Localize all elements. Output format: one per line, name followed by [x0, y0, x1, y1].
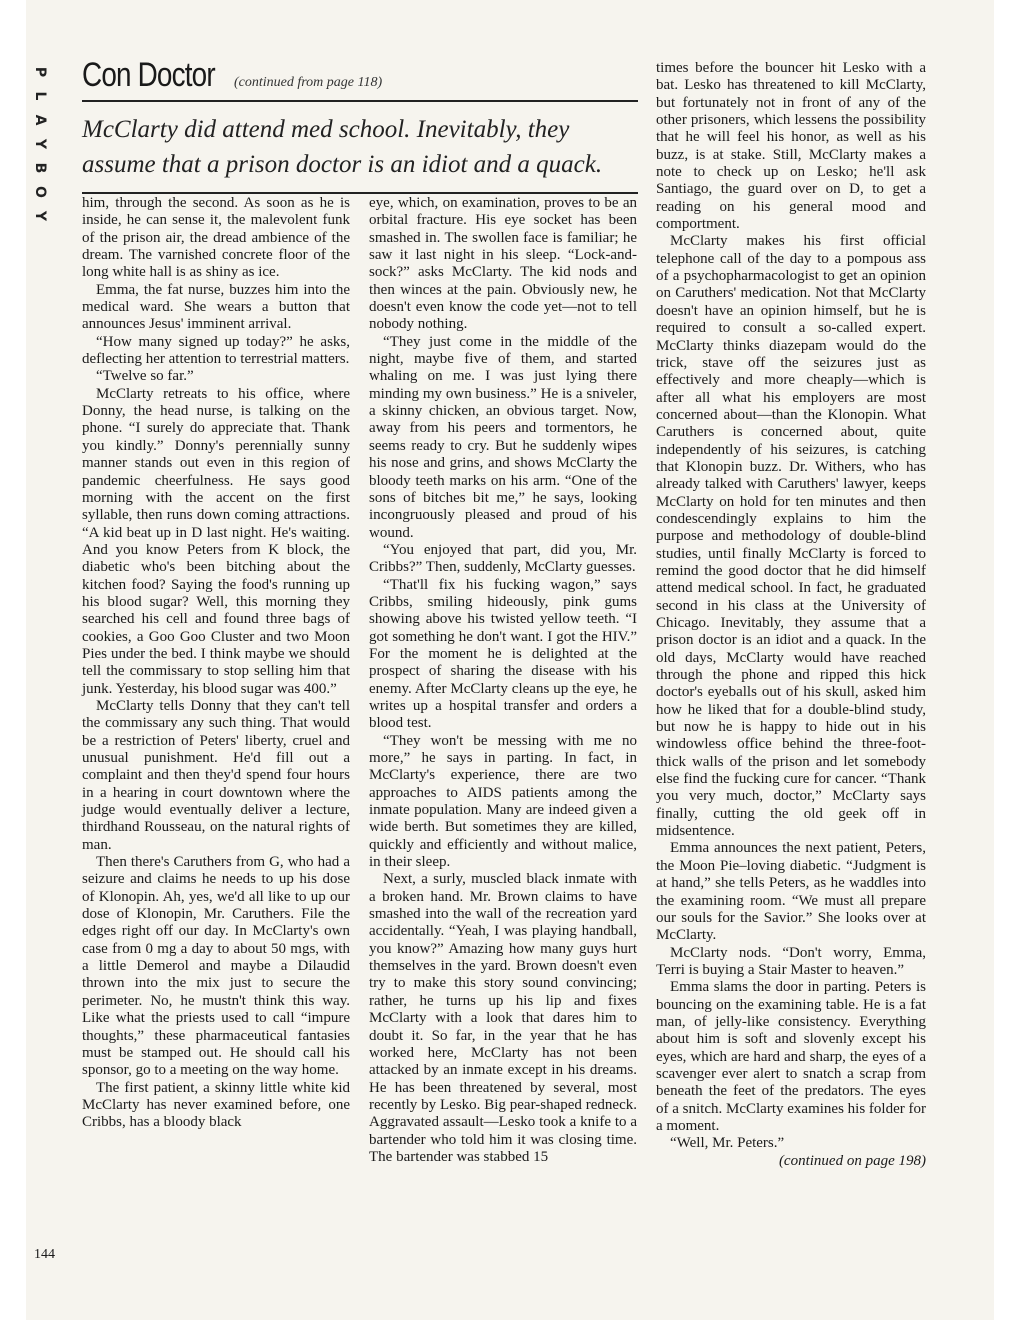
paragraph: eye, which, on examination, proves to be an orbital fracture. His eye socket has been smashed in. The swollen face is familiar; he saw it last night in his sleep. “Lock-and-sock?” asks McClarty. The kid nods and then winces at the pain. Obviously new, he doesn't even know the code yet—not to tell nobody nothing.: [369, 195, 637, 333]
paragraph: “They just come in the middle of the night, maybe five of them, and started whaling on me. I was just lying there minding my own business.” He is a sniveler, a skinny chicken, an obvious target. Now, away from his peers and tormentors, he seems ready to cry. But he suddenly wipes his nose and grins, and shows McClarty the bloody teeth marks on his arm. “One of the sons of bitches bit me,” he says, looking incongruously pleased and proud of his wound.: [369, 333, 637, 541]
paragraph: McClarty nods. “Don't worry, Emma, Terri is buying a Stair Master to heaven.”: [656, 944, 926, 978]
article-header: [82, 56, 638, 194]
spine-letter: A: [32, 114, 48, 126]
spine-letter: Y: [32, 210, 48, 222]
text-column-1: [82, 195, 350, 1132]
spine-logo: [30, 60, 50, 228]
paragraph: The first patient, a skinny little white kid McClarty has never examined before, one Cribbs, has a bloody black: [82, 1079, 350, 1131]
paragraph: him, through the second. As soon as he is inside, he can sense it, the malevolent funk of the prison air, the dread ambience of the dream. The varnished concrete floor of the long white hall is as shiny as ice.: [82, 195, 350, 281]
article-title: Con Doctor: [82, 56, 215, 94]
paragraph: times before the bouncer hit Lesko with a bat. Lesko has threatened to kill McClarty, but fortunately not in front of any of the other prisoners, which lessens the possibility that he will feel his honor, as well as his buzz, is at stake. Still, McClarty makes a note to check up on Lesko; he'll ask Santiago, the guard over on D, to get a reading on his general mood and comportment.: [656, 60, 926, 233]
spine-letter: O: [32, 186, 48, 198]
spine-letter: B: [32, 162, 48, 174]
text-column-3: [656, 60, 926, 1170]
continued-on-note: (continued on page 198): [778, 1152, 926, 1169]
paragraph: “That'll fix his fucking wagon,” says Cribbs, smiling hideously, pink gums showing above his twisted yellow teeth. “I got something he don't want. I got the HIV.” For the moment he is delighted at the prospect of sharing the disease with his enemy. After McClarty cleans up the eye, he writes up a hospital transfer and orders a blood test.: [369, 576, 637, 732]
paragraph: “You enjoyed that part, did you, Mr. Cribbs?” Then, suddenly, McClarty guesses.: [369, 541, 637, 576]
continued-from-note: (continued from page 118): [233, 75, 383, 90]
header-rule-bottom: [82, 192, 638, 194]
page-margin-right: [994, 0, 1020, 1320]
paragraph: “How many signed up today?” he asks, deflecting her attention to terrestrial matters.: [82, 333, 350, 368]
page-number: 144: [34, 1247, 55, 1262]
text-column-2: [369, 195, 637, 1166]
spine-letter: P: [32, 66, 48, 78]
paragraph: McClarty makes his first official telephone call of the day to a pompous ass of a psychopharmacologist to get an opinion on Caruthers' medication. Not that McClarty doesn't have an opinion himself, but he is required to consult a so-called expert. McClarty thinks diazepam would do the trick, stave off the seizures just as effectively and more cheaply—which is after all what his employers are most concerned about—than the Klonopin. What Caruthers is concerned about, quite independently of his seizures, is catching that Klonopin buzz. Dr. Withers, who has already talked with Caruthers' lawyer, keeps McClarty on hold for ten minutes and then condescendingly explains to him the purpose and methodology of double-blind studies, until finally McClarty is forced to remind the good doctor that he did himself attend medical school. In fact, he graduated second in his class at the University of Chicago. Inevitably, they assume that a prison doctor is an idiot and a quack. In the old days, McClarty would have reached through the phone and ripped this hick doctor's eyeballs out of his skull, asked him how he liked that for a double-blind study, but now he is happy to hide out in his windowless office behind the three-foot-thick walls of the prison and let somebody else find the fucking cure for cancer. “Thank you very much, doctor,” McClarty says finally, cutting the old geek off in midsentence.: [656, 233, 926, 840]
paragraph: Next, a surly, muscled black inmate with a broken hand. Mr. Brown claims to have smashed into the wall of the recreation yard accidentally. “Yeah, I was playing handball, you know?” Amazing how many guys hurt themselves in the yard. Brown doesn't even try to make this story sound convincing; rather, he turns up his lip and fixes McClarty with a look that dares him to doubt it. So far, in the year that he has worked here, McClarty has not been attacked by an inmate except in his dreams. He has been threatened by several, most recently by Lesko. Big pear-shaped redneck. Aggravated assault—Lesko took a knife to a bartender who told him it was closing time. The bartender was stabbed 15: [369, 871, 637, 1165]
pull-quote: McClarty did attend med school. Inevitably, they assume that a prison doctor is an idiot and a quack.: [82, 116, 603, 178]
page-margin-left: [0, 0, 26, 1320]
paragraph: “Twelve so far.”: [96, 368, 194, 385]
paragraph: “They won't be messing with me no more,” he says in parting. In fact, in McClarty's experience, there are two approaches to AIDS patients among the inmate population. Many are indeed given a wide berth. But sometimes they are killed, quickly and efficiently and without malice, in their sleep.: [369, 732, 637, 871]
paragraph: Emma, the fat nurse, buzzes him into the medical ward. She wears a button that announces Jesus' imminent arrival.: [82, 281, 350, 333]
paragraph: “Well, Mr. Peters.”: [670, 1135, 785, 1152]
paragraph: Then there's Caruthers from G, who had a seizure and claims he needs to up his dose of Klonopin. Ah, yes, we'd all like to up our dose of Klonopin, Mr. Caruthers. File the edges right off our day. In McClarty's own case from 0 mg a day to about 50 mgs, with a little Demerol and maybe a Dilaudid thrown into the mix just to secure the perimeter. No, he mustn't think this way. Like what the priests used to call “impure thoughts,” these pharmaceutical fantasies must be stamped out. He should call his sponsor, go to a meeting on the way home.: [82, 854, 350, 1079]
paragraph: McClarty tells Donny that they can't tell the commissary any such thing. That would be a restriction of Peters' liberty, cruel and unusual punishment. He'd fill out a complaint and then they'd spend four hours in a hearing in court downtown where the judge would eventually deliver a lecture, thirdhand Rousseau, on the natural rights of man.: [82, 697, 350, 853]
paragraph: Emma slams the door in parting. Peters is bouncing on the examining table. He is a fat man, of jelly-like consistency. Everything about him is soft and slovenly except his eyes, which are hard and sharp, the eyes of a scavenger ever alert to snatch a scrap from beneath the feet of the predators. The eyes of a snitch. McClarty examines his folder for a moment.: [656, 979, 926, 1134]
paragraph: Emma announces the next patient, Peters, the Moon Pie–loving diabetic. “Judgment is at hand,” she tells Peters, as he waddles into the examining room. “We must all prepare our souls for the Savior.” She looks over at McClarty.: [656, 840, 926, 944]
paragraph: McClarty retreats to his office, where Donny, the head nurse, is talking on the phone. “I surely do appreciate that. Thank you kindly.” Donny's perennially sunny manner stands out even in this region of pandemic cheerfulness. He says good morning with the accent on the first syllable, then runs down coming attractions. “A kid beat up in D last night. He's waiting. And you know Peters from K block, the diabetic who's been bitching about the kitchen food? Saying the food's running up his blood sugar? Well, this morning they searched his cell and found three bags of cookies, a Goo Goo Cluster and two Moon Pies under the bed. I think maybe we should tell the commissary to stop selling him that junk. Yesterday, his blood sugar was 400.”: [82, 385, 350, 697]
spine-letter: Y: [32, 138, 48, 150]
spine-letter: L: [32, 91, 48, 101]
